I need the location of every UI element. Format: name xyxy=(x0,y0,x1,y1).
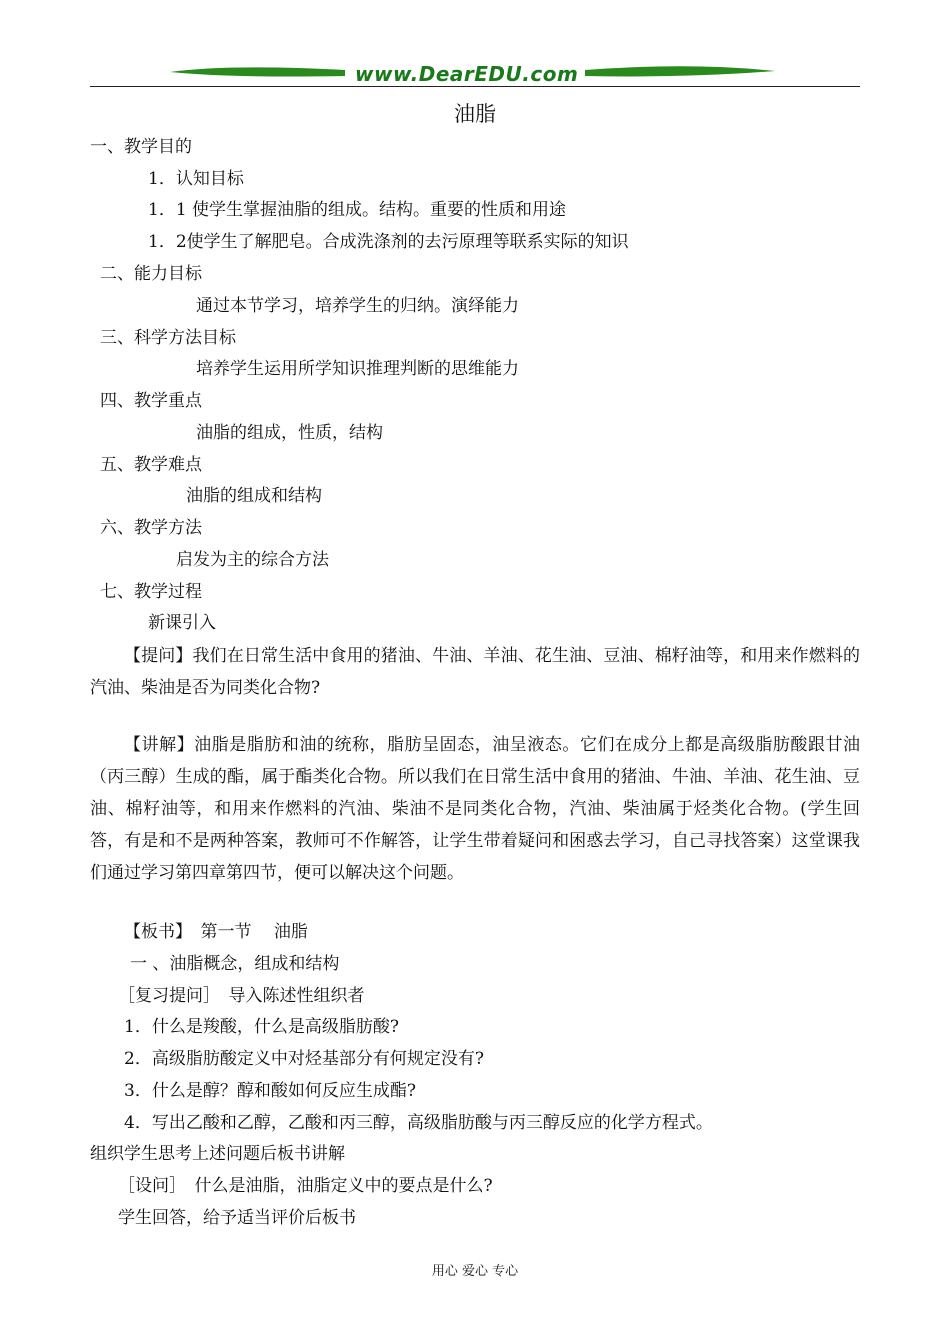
list-item: 启发为主的综合方法 xyxy=(176,550,329,570)
question-paragraph: 【提问】我们在日常生活中食用的猪油、牛油、羊油、花生油、豆油、棉籽油等，和用来作燃料的汽油、柴油是否为同类化合物? xyxy=(90,646,860,698)
page-header xyxy=(90,58,860,90)
section-heading: 一、教学目的 xyxy=(90,137,192,157)
explanation-paragraph: 【讲解】油脂是脂肪和油的统称，脂肪呈固态，油呈液态。它们在成分上都是高级脂肪酸跟甘油（丙三醇）生成的酯，属于酯类化合物。所以我们在日常生活中食用的猪油、牛油、羊油、花生油、豆油、棉籽油等，和用来作燃料的汽油、柴油不是同类化合物，汽油、柴油属于烃类化合物。(学生回答，有是和不是两种答案，教师可不作解答，让学生带着疑问和困惑去学习，自己寻找答案）这堂课我们通过学习第四章第四节，便可以解决这个问题。 xyxy=(90,735,860,883)
site-logo[interactable]: www.DearEDU.com xyxy=(355,62,579,86)
list-item: 1．2使学生了解肥皂。合成洗涤剂的去污原理等联系实际的知识 xyxy=(148,232,629,252)
list-item: 3．什么是醇？醇和酸如何反应生成酯? xyxy=(124,1081,416,1101)
list-item: 4．写出乙酸和乙醇，乙酸和丙三醇，高级脂肪酸与丙三醇反应的化学方程式。 xyxy=(124,1113,713,1133)
section-heading: 七、教学过程 xyxy=(100,582,202,602)
section-heading: 六、教学方法 xyxy=(100,518,202,538)
list-item: 油脂的组成和结构 xyxy=(186,486,322,506)
list-item: 1．1 使学生掌握油脂的组成。结构。重要的性质和用途 xyxy=(148,200,567,220)
section-heading: 三、科学方法目标 xyxy=(100,328,236,348)
list-item: ［复习提问］ 导入陈述性组织者 xyxy=(118,986,365,1006)
list-item: 1．认知目标 xyxy=(148,169,244,189)
list-item: 1．什么是羧酸，什么是高级脂肪酸? xyxy=(124,1017,399,1037)
list-item: 新课引入 xyxy=(148,613,216,633)
page-footer: 用心 爱心 专心 xyxy=(431,1264,519,1279)
list-item: 学生回答，给予适当评价后板书 xyxy=(118,1208,356,1228)
section-heading: 五、教学难点 xyxy=(100,455,202,475)
section-heading: 四、教学重点 xyxy=(100,391,202,411)
list-item: ［设问］ 什么是油脂，油脂定义中的要点是什么? xyxy=(118,1176,493,1196)
list-item: 培养学生运用所学知识推理判断的思维能力 xyxy=(196,359,519,379)
list-item: 油脂的组成，性质，结构 xyxy=(196,423,383,443)
board-heading: 【板书】 第一节 油脂 xyxy=(124,922,308,942)
list-item: 一 、油脂概念，组成和结构 xyxy=(130,954,340,974)
list-item: 2．高级脂肪酸定义中对烃基部分有何规定没有? xyxy=(124,1049,484,1069)
list-item: 组织学生思考上述问题后板书讲解 xyxy=(90,1144,345,1164)
page-title: 油脂 xyxy=(454,102,496,126)
section-heading: 二、能力目标 xyxy=(100,264,202,284)
header-divider xyxy=(90,86,860,87)
list-item: 通过本节学习，培养学生的归纳。演绎能力 xyxy=(196,296,519,316)
